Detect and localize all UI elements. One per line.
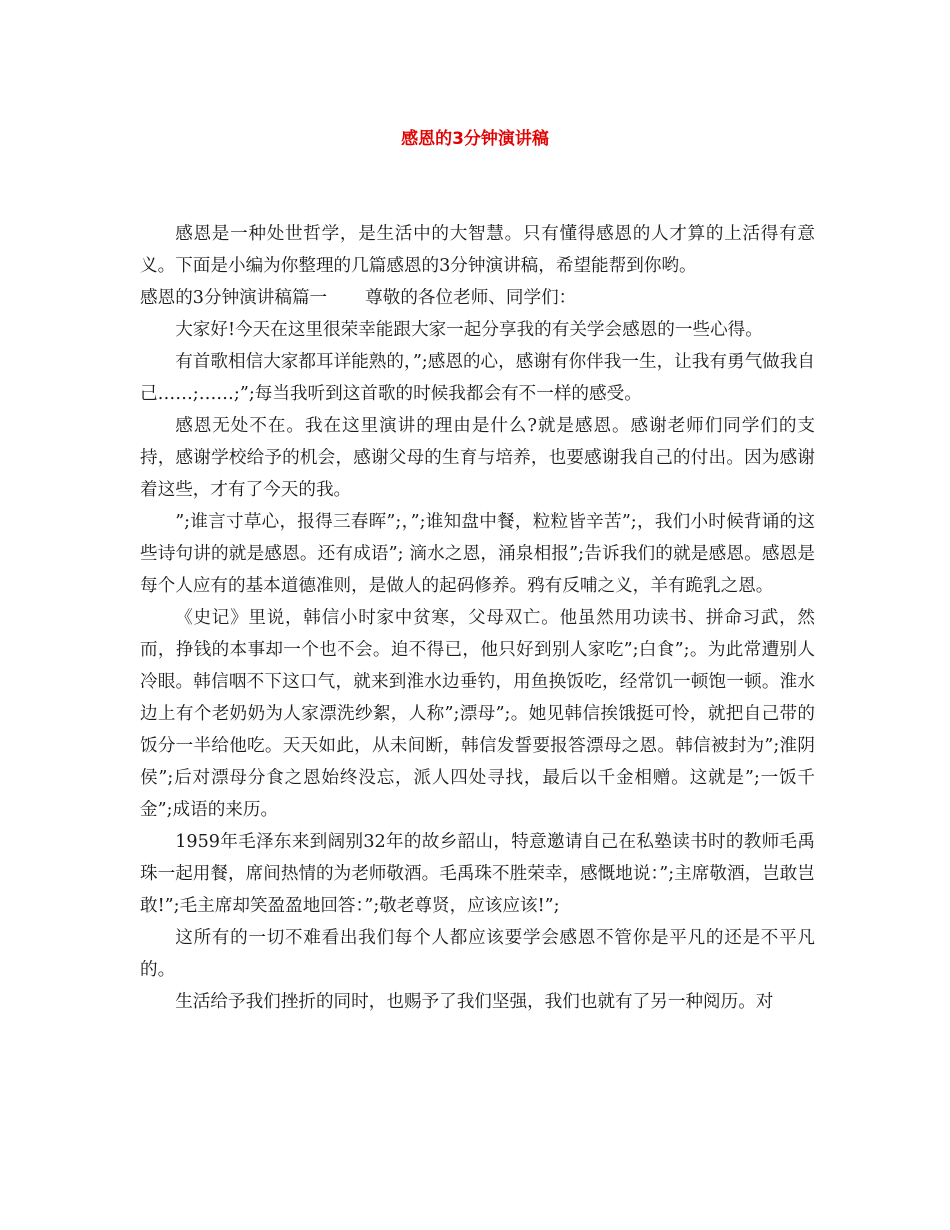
paragraph-gratitude: 感恩无处不在。我在这里演讲的理由是什么?就是感恩。感谢老师们同学们的支持，感谢学校给予的机会，感谢父母的生育与培养，也要感谢我自己的付出。因为感谢着这些，才有了今天的我。	[140, 416, 815, 500]
salutation: 尊敬的各位老师、同学们：	[365, 288, 577, 308]
paragraph-conclusion: 这所有的一切不难看出我们每个人都应该要学会感恩不管你是平凡的还是不平凡的。	[140, 928, 815, 980]
paragraph-poems: ”;谁言寸草心，报得三春晖”;，”;谁知盘中餐，粒粒皆辛苦”;，我们小时候背诵的这些诗句讲的就是感恩。还有成语”; 滴水之恩，涌泉相报”;告诉我们的就是感恩。感恩是每个人应有的基本道德准则，是做人的起码修养。鸦有反哺之义，羊有跪乳之恩。	[140, 512, 815, 596]
paragraph-song: 有首歌相信大家都耳详能熟的，”;感恩的心，感谢有你伴我一生，让我有勇气做我自己……;……;”;每当我听到这首歌的时候我都会有不一样的感受。	[140, 352, 815, 404]
paragraph-mao: 1959年毛泽东来到阔别32年的故乡韶山，特意邀请自己在私塾读书时的教师毛禹珠一起用餐，席间热情的为老师敬酒。毛禹珠不胜荣幸，感慨地说：”;主席敬酒，岂敢岂敢!”;毛主席却笑盈盈地回答：”;敬老尊贤，应该应该!”;	[140, 832, 815, 916]
document-title: 感恩的3分钟演讲稿	[401, 129, 549, 149]
document-body	[140, 218, 815, 1018]
section-heading: 感恩的3分钟演讲稿篇一	[140, 288, 328, 308]
paragraph-life: 生活给予我们挫折的同时，也赐予了我们坚强，我们也就有了另一种阅历。对	[175, 992, 774, 1012]
paragraph-intro: 感恩是一种处世哲学，是生活中的大智慧。只有懂得感恩的人才算的上活得有意义。下面是小编为你整理的几篇感恩的3分钟演讲稿，希望能帮到你哟。	[140, 224, 815, 276]
paragraph-hanxin: 《史记》里说，韩信小时家中贫寒，父母双亡。他虽然用功读书、拼命习武，然而，挣钱的本事却一个也不会。迫不得已，他只好到别人家吃”;白食”;。为此常遭别人冷眼。韩信咽不下这口气，就来到淮水边垂钓，用鱼换饭吃，经常饥一顿饱一顿。淮水边上有个老奶奶为人家漂洗纱絮，人称”;漂母”;。她见韩信挨饿挺可怜，就把自己带的饭分一半给他吃。天天如此，从未间断，韩信发誓要报答漂母之恩。韩信被封为”;淮阴侯”;后对漂母分食之恩始终没忘，派人四处寻找，最后以千金相赠。这就是”;一饭千金”;成语的来历。	[140, 608, 815, 820]
paragraph-greeting: 大家好!今天在这里很荣幸能跟大家一起分享我的有关学会感恩的一些心得。	[175, 320, 763, 340]
section-heading-line	[140, 282, 815, 314]
